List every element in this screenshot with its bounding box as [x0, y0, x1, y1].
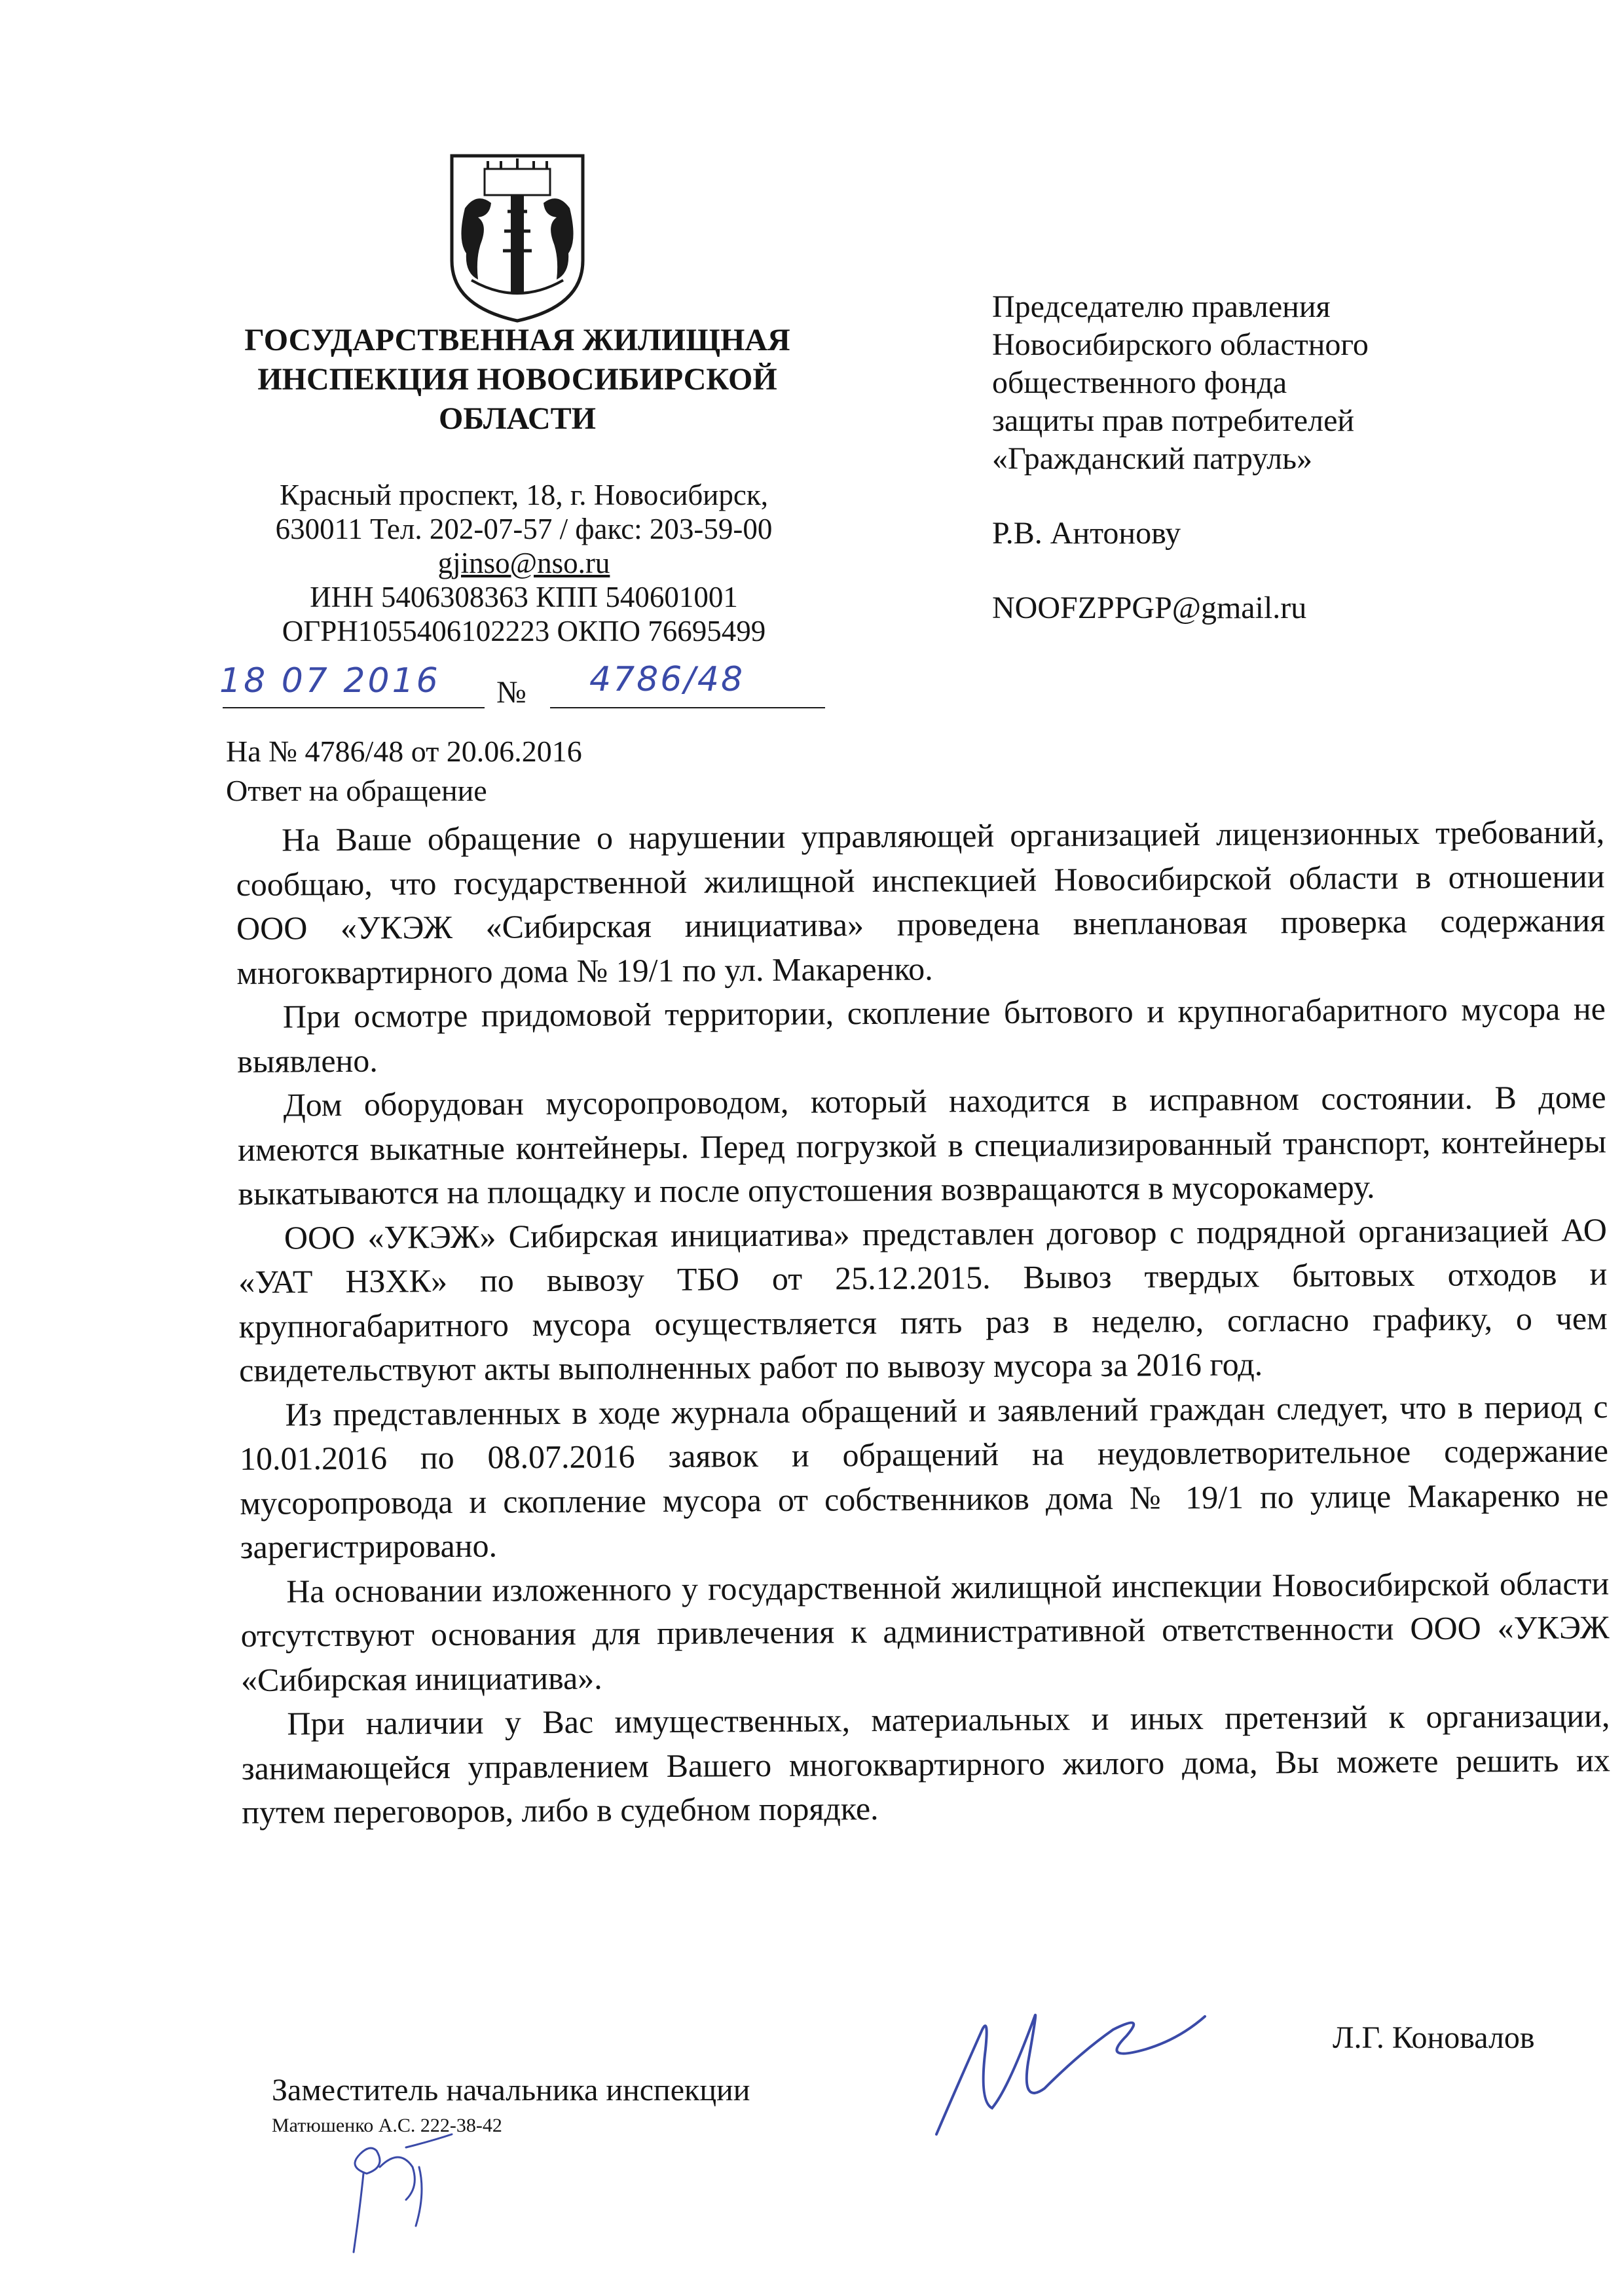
addressee-line-3: общественного фонда: [992, 365, 1287, 400]
outgoing-date-handwritten: 18 07 2016: [219, 661, 441, 701]
number-underline: [550, 707, 825, 708]
organization-name: [196, 321, 838, 439]
organization-contacts: [210, 478, 838, 648]
addressee-line-5: «Гражданский патруль»: [992, 441, 1313, 476]
handwritten-initials: [341, 2128, 458, 2259]
executor-contact: Матюшенко А.С. 222-38-42: [272, 2115, 502, 2136]
addressee-name: Р.В. Антонову: [992, 516, 1181, 551]
body-paragraph-7: При наличии у Вас имущественных, материальных и иных претензий к организации, занимающейся управлением Вашего многоквартирного жилого дома, Вы можете решить их путем переговоров, либо в судебном порядке.: [241, 1697, 1610, 1831]
org-line-3: ОБЛАСТИ: [439, 401, 596, 436]
letter-subject: Ответ на обращение: [226, 774, 487, 807]
signer-position: Заместитель начальника инспекции: [272, 2073, 750, 2107]
handwritten-signature: [930, 1990, 1211, 2141]
org-line-2: ИНСПЕКЦИЯ НОВОСИБИРСКОЙ: [257, 362, 777, 397]
addressee-line-4: защиты прав потребителей: [992, 403, 1355, 438]
date-underline: [223, 707, 485, 708]
addressee-email-link[interactable]: NOOFZPPGP@gmail.ru: [992, 591, 1307, 625]
body-paragraph-4: ООО «УКЭЖ» Сибирская инициатива» представлен договор с подрядной организацией АО «УАТ НЗХК» по вывозу ТБО от 25.12.2015. Вывоз твердых бытовых отходов и крупногабаритного мусора осуществляется пять раз в неделю, согласно графику, о чем свидетельствуют акты выполненных работ по вывозу мусора за 2016 год.: [238, 1211, 1608, 1389]
body-paragraph-6: На основании изложенного у государственной жилищной инспекции Новосибирской области отсутствуют основания для привлечения к административной ответственности ООО «УКЭЖ «Сибирская инициатива».: [240, 1564, 1610, 1698]
body-paragraph-2: При осмотре придомовой территории, скопление бытового и крупногабаритного мусора не выявлено.: [237, 990, 1606, 1080]
body-paragraph-5: Из представленных в ходе журнала обращений и заявлений граждан следует, что в период с 10.01.2016 по 08.07.2016 заявок и обращений на неудовлетворительное содержание мусоропровода и скопление мусора от собственников дома № 19/1 по улице Макаренко не зарегистрировано.: [239, 1387, 1609, 1565]
outgoing-number-handwritten: 4786/48: [589, 660, 745, 699]
number-sign: №: [496, 675, 526, 710]
letter-body: [236, 810, 1610, 1834]
org-email-link[interactable]: gjinso@nso.ru: [437, 547, 610, 579]
reference-number: На № 4786/48 от 20.06.2016: [226, 735, 582, 768]
inn-kpp: ИНН 5406308363 КПП 540601001: [310, 581, 738, 613]
ogrn-okpo: ОГРН1055406102223 ОКПО 76695499: [282, 615, 766, 647]
coat-of-arms-emblem: [439, 149, 596, 326]
body-paragraph-3: Дом оборудован мусоропроводом, который находится в исправном состоянии. В доме имеются выкатные контейнеры. Перед погрузкой в специализированный транспорт, контейнеры выкатываются на площадку и после опустошения возвращаются в мусорокамеру.: [237, 1078, 1607, 1212]
addressee-block: [992, 288, 1581, 627]
address-line-1: Красный проспект, 18, г. Новосибирск,: [280, 479, 768, 511]
body-paragraph-1: На Ваше обращение о нарушении управляющей организацией лицензионных требований, сообщаю, что государственной жилищной инспекцией Новосибирской области в отношении ООО «УКЭЖ «Сибирская инициатива» проведена внеплановая проверка содержания многоквартирного дома № 19/1 по ул. Макаренко.: [236, 813, 1606, 991]
signer-name: Л.Г. Коновалов: [1333, 2020, 1535, 2055]
org-line-1: ГОСУДАРСТВЕННАЯ ЖИЛИЩНАЯ: [244, 323, 790, 357]
addressee-line-1: Председателю правления: [992, 289, 1331, 324]
addressee-line-2: Новосибирского областного: [992, 327, 1369, 362]
address-line-2: 630011 Тел. 202-07-57 / факс: 203-59-00: [275, 513, 773, 545]
